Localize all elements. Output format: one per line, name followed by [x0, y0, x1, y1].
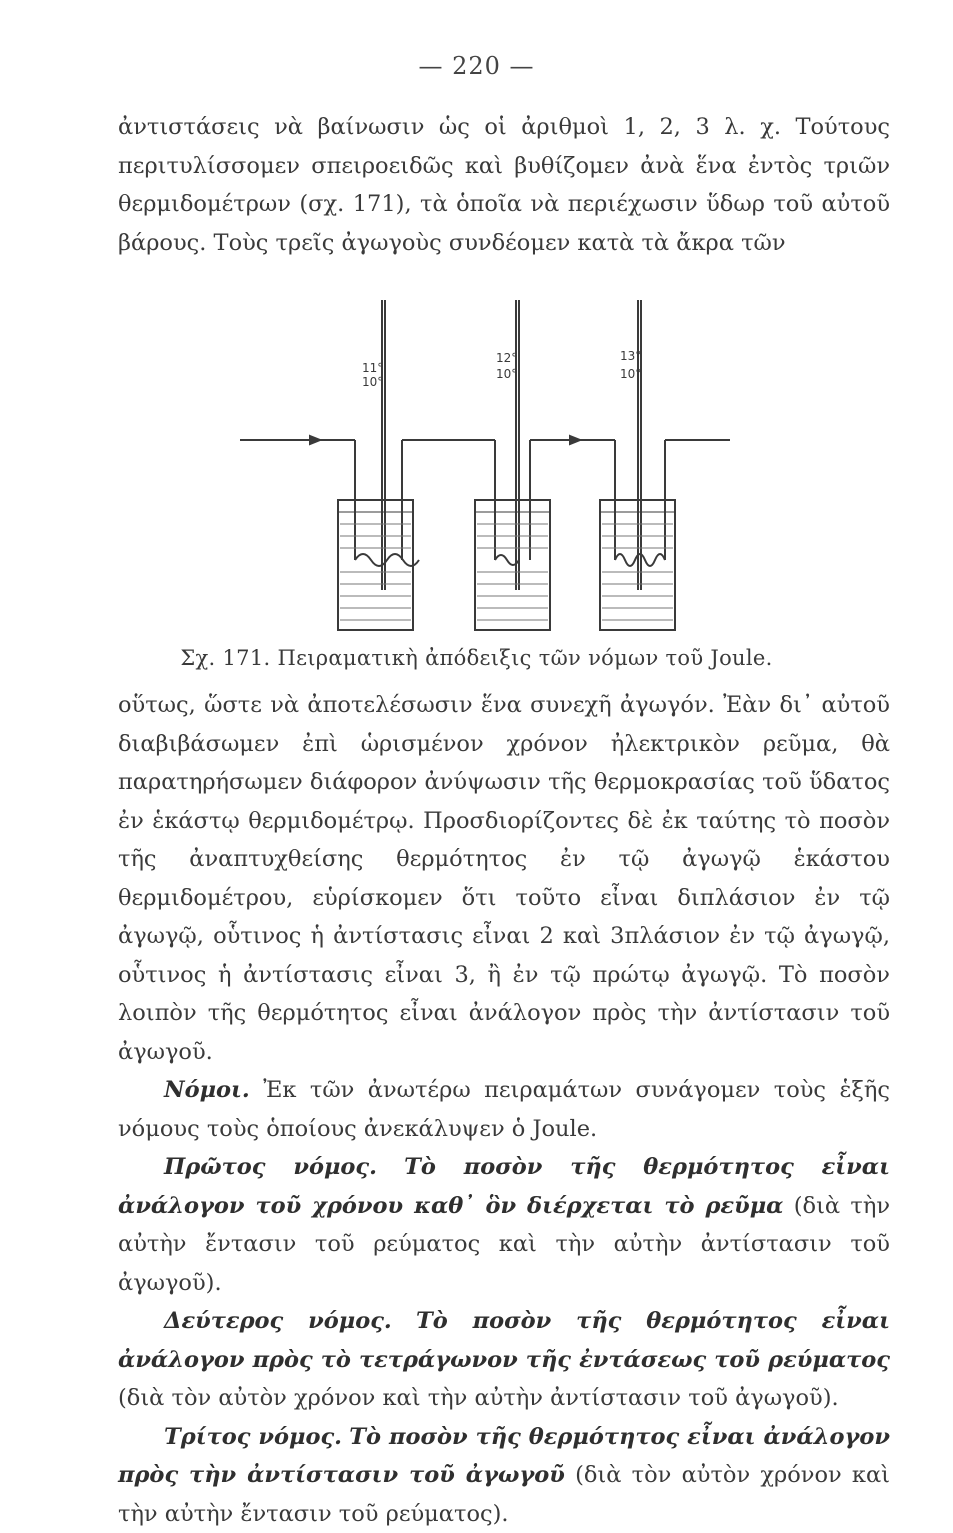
law-3-note: (διὰ τὸν αὐτὸν χρόνον καὶ τὴν αὐτὴν ἔντασιν τοῦ ρεύματος). — [118, 1462, 890, 1527]
laws-intro-text: Ἐκ τῶν ἀνωτέρω πειραμάτων συνάγομεν τοὺς ἑξῆς νόμους τοὺς ὁποίους ἀνεκάλυψεν ὁ Joule. — [118, 1077, 890, 1142]
resistance-coil-1 — [355, 554, 419, 566]
law-3 — [118, 1418, 890, 1533]
law-3-statement: Τὸ ποσὸν τῆς θερμότητος εἶναι ἀνάλογον πρὸς τὴν ἀντίστασιν τοῦ ἀγωγοῦ — [118, 1424, 890, 1489]
thermometer-3-upper-label: 13° — [620, 349, 641, 363]
figure-caption — [0, 646, 953, 670]
joule-apparatus-diagram — [230, 290, 740, 650]
law-3-title: Τρίτος νόμος. — [164, 1424, 342, 1450]
law-1-note: (διὰ τὴν αὐτὴν ἔντασιν τοῦ ρεύματος καὶ τὴν αὐτὴν ἀντίστασιν τοῦ ἀγωγοῦ). — [118, 1193, 890, 1296]
intro-text: ἀντιστάσεις νὰ βαίνωσιν ὡς οἱ ἀριθμοὶ 1, 2, 3 λ. χ. Τούτους περιτυλίσσομεν σπειροειδῶς καὶ βυθίζομεν ἀνὰ ἕνα ἐντὸς τριῶν θερμιδομέτρων (σχ. 171), τὰ ὁποῖα νὰ περιέχωσιν ὕδωρ τοῦ αὐτοῦ βάρους. Τοὺς τρεῖς ἀγωγοὺς συνδέομεν κατὰ τὰ ἄκρα τῶν — [118, 108, 890, 262]
law-2-title: Δεύτερος νόμος. — [164, 1308, 392, 1334]
body-section — [118, 686, 890, 1533]
laws-intro — [118, 1071, 890, 1148]
figure-caption-text: Πειραματικὴ ἀπόδειξις τῶν νόμων τοῦ Joule. — [277, 646, 772, 670]
page-number: — 220 — — [0, 52, 953, 80]
thermometer-3-lower-label: 10° — [620, 367, 641, 381]
laws-intro-title: Νόμοι. — [164, 1077, 250, 1103]
figure-caption-label: Σχ. 171. — [180, 646, 270, 670]
law-2-statement: Τὸ ποσὸν τῆς θερμότητος εἶναι ἀνάλογον πρὸς τὸ τετράγωνον τῆς ἐντάσεως τοῦ ρεύματος — [118, 1308, 890, 1373]
figure-joule-experiment — [230, 290, 740, 650]
thermometer-1-upper-label: 11° — [362, 361, 383, 375]
law-1-title: Πρῶτος νόμος. — [164, 1154, 377, 1180]
current-arrow-1 — [310, 436, 320, 444]
current-arrow-2 — [570, 436, 580, 444]
law-2 — [118, 1302, 890, 1418]
thermometer-2-lower-label: 10° — [496, 367, 517, 381]
law-2-note: (διὰ τὸν αὐτὸν χρόνον καὶ τὴν αὐτὴν ἀντίστασιν τοῦ ἀγωγοῦ). — [118, 1385, 839, 1411]
law-1-statement: Τὸ ποσὸν τῆς θερμότητος εἶναι ἀνάλογον τοῦ χρόνου καθ᾽ ὃν διέρχεται τὸ ρεῦμα — [118, 1154, 890, 1219]
intro-paragraph — [118, 108, 890, 262]
body-paragraph: οὕτως, ὥστε νὰ ἀποτελέσωσιν ἕνα συνεχῆ ἀγωγόν. Ἐὰν δι᾽ αὐτοῦ διαβιβάσωμεν ἐπὶ ὡρισμένον χρόνον ἠλεκτρικὸν ρεῦμα, θὰ παρατηρήσωμεν διάφορον ἀνύψωσιν τῆς θερμοκρασίας τοῦ ὕδατος ἐν ἑκάστῳ θερμιδομέτρῳ. Προσδιορίζοντες δὲ ἐκ ταύτης τὸ ποσὸν τῆς ἀναπτυχθείσης θερμότητος ἐν τῷ ἀγωγῷ ἑκάστου θερμιδομέτρου, εὑρίσκομεν ὅτι τοῦτο εἶναι διπλάσιον ἐν τῷ ἀγωγῷ, οὗτινος ἡ ἀντίστασις εἶναι 2 καὶ 3πλάσιον ἐν τῷ ἀγωγῷ, οὗτινος ἡ ἀντίστασις εἶναι 3, ἢ ἐν τῷ πρώτῳ ἀγωγῷ. Τὸ ποσὸν λοιπὸν τῆς θερμότητος εἶναι ἀνάλογον πρὸς τὴν ἀντίστασιν τοῦ ἀγωγοῦ. — [118, 686, 890, 1071]
thermometer-1-lower-label: 10° — [362, 375, 383, 389]
law-1 — [118, 1148, 890, 1302]
thermometer-2-upper-label: 12° — [496, 351, 517, 365]
